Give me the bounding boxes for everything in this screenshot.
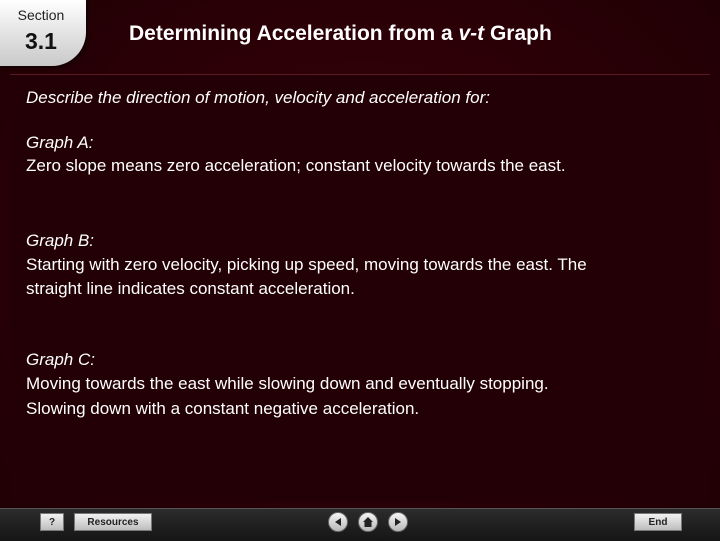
back-button[interactable] xyxy=(328,512,348,532)
graph-c-heading: Graph C: xyxy=(26,350,95,369)
graph-c-line-2: Slowing down with a constant negative acceleration. xyxy=(26,399,420,418)
forward-arrow-icon xyxy=(393,517,403,527)
home-button[interactable] xyxy=(358,512,378,532)
help-label: ? xyxy=(48,516,56,528)
graph-b-line-1: Starting with zero velocity, picking up speed, moving towards the east. The xyxy=(26,255,587,274)
graph-b-line-2: straight line indicates constant acceleration. xyxy=(26,279,355,298)
help-button[interactable] xyxy=(40,513,64,531)
graph-a-heading: Graph A: xyxy=(26,133,94,152)
end-label: End xyxy=(648,516,668,528)
section-tab xyxy=(0,0,86,66)
graph-a-text: Zero slope means zero acceleration; constant velocity towards the east. xyxy=(26,156,566,175)
title-text-start: Determining Acceleration from a xyxy=(129,22,459,45)
home-icon xyxy=(362,516,374,528)
forward-button[interactable] xyxy=(388,512,408,532)
resources-button[interactable] xyxy=(74,513,152,531)
section-label: Section xyxy=(17,7,65,23)
graph-b-heading: Graph B: xyxy=(26,231,95,250)
slide-title xyxy=(129,22,552,46)
title-text-end: Graph xyxy=(484,22,552,45)
section-number: 3.1 xyxy=(25,28,57,54)
graph-c-line-1: Moving towards the east while slowing down and eventually stopping. xyxy=(26,374,549,393)
back-arrow-icon xyxy=(333,517,343,527)
title-text-vt: v-t xyxy=(458,22,485,45)
resources-label: Resources xyxy=(87,516,139,528)
end-button[interactable] xyxy=(634,513,682,531)
prompt-text: Describe the direction of motion, velocity and acceleration for: xyxy=(26,88,490,107)
